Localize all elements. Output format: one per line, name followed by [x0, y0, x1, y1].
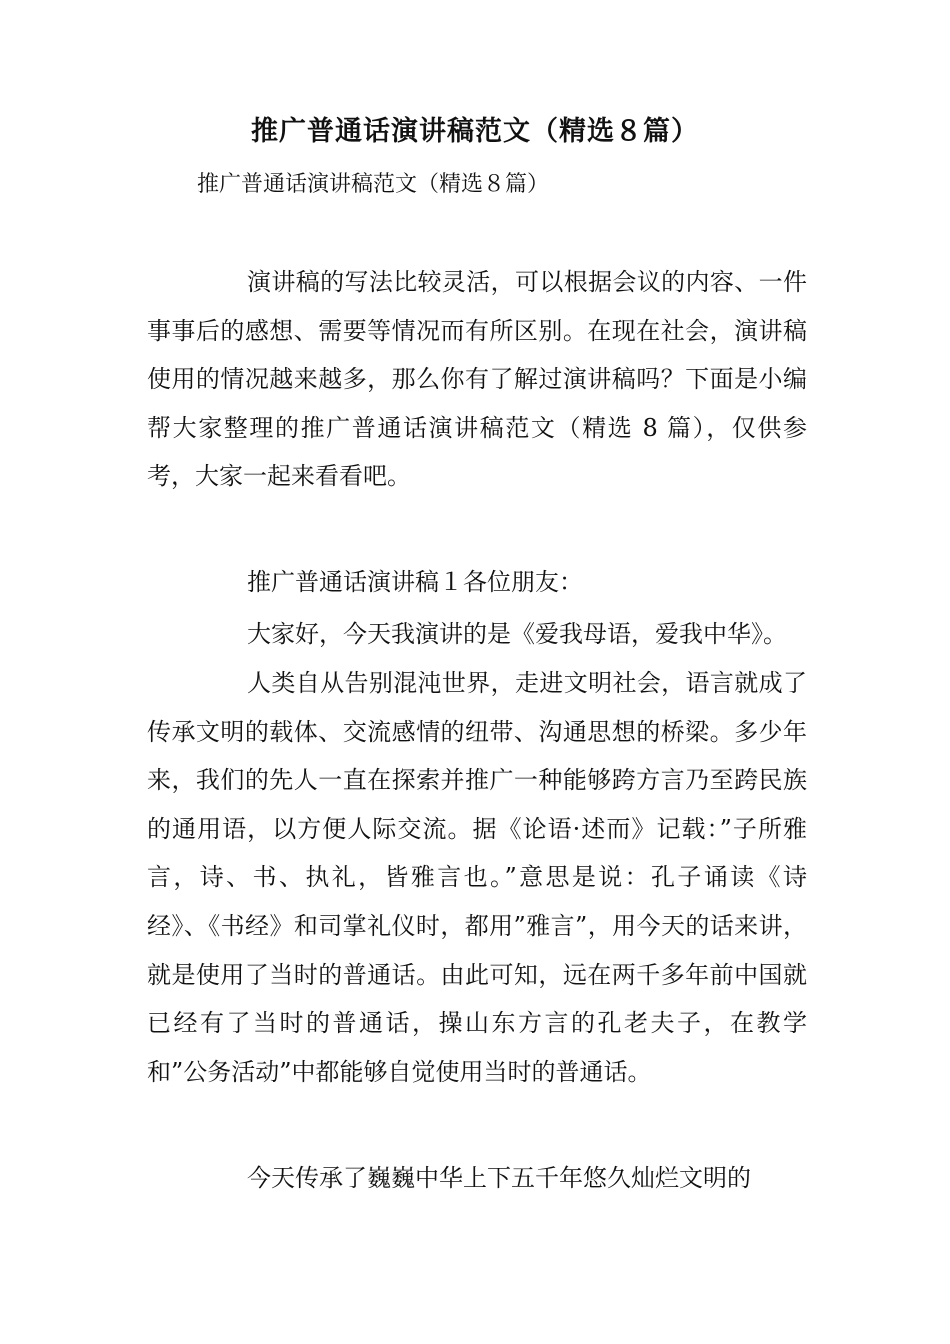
greeting-paragraph: 大家好，今天我演讲的是《爱我母语，爱我中华》。 — [247, 620, 787, 648]
section-heading: 推广普通话演讲稿１各位朋友： — [247, 568, 583, 596]
document-title: 推广普通话演讲稿范文（精选８篇） — [251, 116, 699, 147]
document-subtitle: 推广普通话演讲稿范文（精选８篇） — [197, 172, 550, 197]
intro-paragraph: 演讲稿的写法比较灵活，可以根据会议的内容、一件事事后的感想、需要等情况而有所区别。在现在社会，演讲稿使用的情况越来越多，那么你有了解过演讲稿吗？下面是小编帮大家整理的推广普通话演讲稿范文（精选 8 篇），仅供参考，大家一起来看看吧。 — [147, 268, 807, 491]
body-paragraph: 人类自从告别混沌世界，走进文明社会，语言就成了传承文明的载体、交流感情的纽带、沟通思想的桥梁。多少年来，我们的先人一直在探索并推广一种能够跨方言乃至跨民族的通用语，以方便人际交流。据《论语·述而》记载：”子所雅言，诗、书、执礼，皆雅言也。”意思是说：孔子诵读《诗经》、《书经》和司掌礼仪时，都用”雅言”，用今天的话来讲，就是使用了当时的普通话。由此可知，远在两千多年前中国就已经有了当时的普通话，操山东方言的孔老夫子，在教学和”公务活动”中都能够自觉使用当时的普通话。 — [147, 669, 807, 1086]
body-paragraph-continued: 今天传承了巍巍中华上下五千年悠久灿烂文明的 — [247, 1164, 751, 1192]
